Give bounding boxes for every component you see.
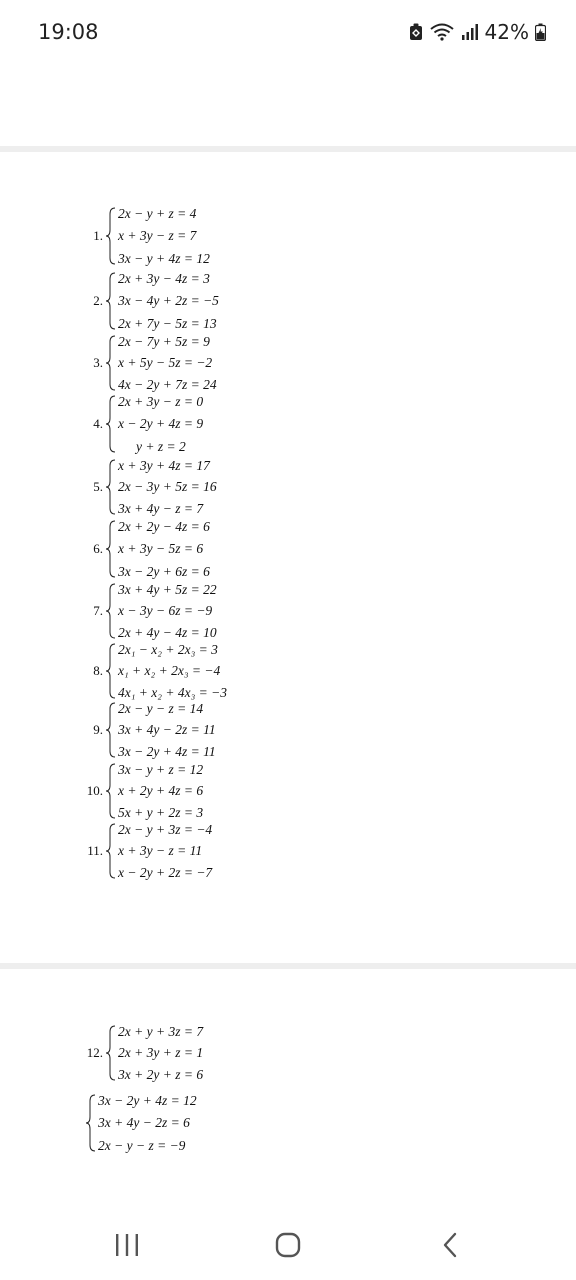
- equation: 3x + 4y − z = 7: [118, 500, 204, 516]
- status-bar: [0, 0, 576, 66]
- system-number: 2.: [93, 293, 103, 308]
- equation-system: [75, 207, 210, 265]
- equation: 2x − y + z = 4: [118, 206, 197, 221]
- equation-system: [75, 520, 210, 578]
- equation: 3x + 4y − 2z = 11: [118, 722, 216, 738]
- brace-icon: [105, 702, 117, 758]
- system-number: 4.: [93, 416, 103, 431]
- equation-system: [75, 823, 212, 879]
- status-time: 19:08: [38, 20, 99, 44]
- brace-icon: [105, 520, 117, 578]
- equation: 5x + y + 2z = 3: [118, 804, 204, 820]
- equation: 3x − 2y + 6z = 6: [118, 563, 210, 579]
- brace-icon: [105, 643, 117, 699]
- back-icon: [441, 1232, 459, 1258]
- equation: 2x + 3y + z = 1: [118, 1045, 204, 1061]
- system-number: 9.: [93, 722, 103, 737]
- equation: x + 2y + 4z = 6: [118, 783, 204, 799]
- equation: 3x − 2y + 4z = 11: [118, 743, 216, 759]
- equation: 2x + 4y − 4z = 10: [118, 624, 217, 640]
- brace-icon: [105, 207, 117, 265]
- equation: 3x − 2y + 4z = 12: [98, 1093, 197, 1108]
- equation: x − 2y + 4z = 9: [118, 416, 204, 432]
- brace-icon: [85, 1094, 97, 1152]
- equation: x + 3y + 4z = 17: [118, 458, 210, 473]
- status-icons: [409, 20, 546, 44]
- equation: x + 3y − z = 7: [118, 228, 197, 244]
- system-number: 6.: [93, 541, 103, 556]
- equation: 3x − y + z = 12: [118, 762, 204, 777]
- home-icon: [275, 1232, 301, 1258]
- system-number: 5.: [93, 479, 103, 494]
- equation-system: [75, 272, 219, 330]
- system-number: 10.: [86, 783, 103, 798]
- equation: 4x₁ + x₂ + 4x₃ = −3: [118, 684, 227, 700]
- equation-system: [75, 583, 217, 639]
- equation: 3x − 4y + 2z = −5: [118, 293, 219, 309]
- battery-charging-icon: [535, 23, 546, 41]
- brace-icon: [105, 823, 117, 879]
- brace-icon: [105, 1025, 117, 1081]
- equation: 2x − y − z = 14: [118, 701, 204, 716]
- brace-icon: [105, 583, 117, 639]
- recent-apps-button[interactable]: [107, 1230, 147, 1260]
- system-number: 8.: [93, 663, 103, 678]
- equation: x + 3y − z = 11: [118, 843, 203, 859]
- back-button[interactable]: [430, 1230, 470, 1260]
- equation: 2x₁ − x₂ + 2x₃ = 3: [118, 642, 218, 657]
- equation: y + z = 2: [136, 438, 186, 454]
- system-number: 3.: [93, 355, 103, 370]
- equation-system: [75, 395, 203, 453]
- equation: x − 2y + 2z = −7: [118, 864, 213, 880]
- equation-system: [75, 763, 203, 819]
- equation: x₁ + x₂ + 2x₃ = −4: [118, 663, 221, 679]
- navigation-bar: [0, 1210, 576, 1280]
- brace-icon: [105, 763, 117, 819]
- equation: x + 5y − 5z = −2: [118, 355, 213, 371]
- equation: 2x − 3y + 5z = 16: [118, 479, 217, 495]
- battery-percent: 42%: [484, 20, 529, 44]
- equation: 2x + 7y − 5z = 13: [118, 315, 217, 331]
- equation: 2x − 7y + 5z = 9: [118, 334, 210, 349]
- system-number: 1.: [93, 228, 103, 243]
- equation: 2x + 3y − 4z = 3: [118, 271, 210, 286]
- equation: 3x + 4y − 2z = 6: [98, 1115, 190, 1131]
- wifi-icon: [429, 23, 455, 41]
- equation-system: [75, 1025, 203, 1081]
- brace-icon: [105, 335, 117, 391]
- signal-icon: [461, 23, 479, 41]
- system-number: 7.: [93, 603, 103, 618]
- section-divider: [0, 146, 576, 152]
- equation: x − 3y − 6z = −9: [118, 603, 213, 619]
- system-number: 11.: [87, 843, 103, 858]
- equation: 2x − y + 3z = −4: [118, 822, 213, 837]
- equation-system: [75, 459, 217, 515]
- equation: 3x + 2y + z = 6: [118, 1066, 204, 1082]
- system-number: 12.: [86, 1045, 103, 1060]
- equation: 4x − 2y + 7z = 24: [118, 376, 217, 392]
- brace-icon: [105, 272, 117, 330]
- equation: 2x + 3y − z = 0: [118, 394, 204, 409]
- brace-icon: [105, 395, 117, 453]
- battery-saver-icon: [409, 23, 423, 41]
- equation-system: [75, 702, 216, 758]
- equation: 3x + 4y + 5z = 22: [118, 582, 217, 597]
- brace-icon: [105, 459, 117, 515]
- equation: 3x − y + 4z = 12: [118, 250, 210, 266]
- recent-apps-icon: [114, 1233, 140, 1257]
- equation: 2x + y + 3z = 7: [118, 1024, 204, 1039]
- equation: x + 3y − 5z = 6: [118, 541, 204, 557]
- equation-system: [55, 1094, 197, 1152]
- home-button[interactable]: [268, 1230, 308, 1260]
- equation-system: [75, 335, 217, 391]
- equation: 2x + 2y − 4z = 6: [118, 519, 210, 534]
- equation: 2x − y − z = −9: [98, 1137, 186, 1153]
- section-divider: [0, 963, 576, 969]
- equation-system: [75, 643, 227, 699]
